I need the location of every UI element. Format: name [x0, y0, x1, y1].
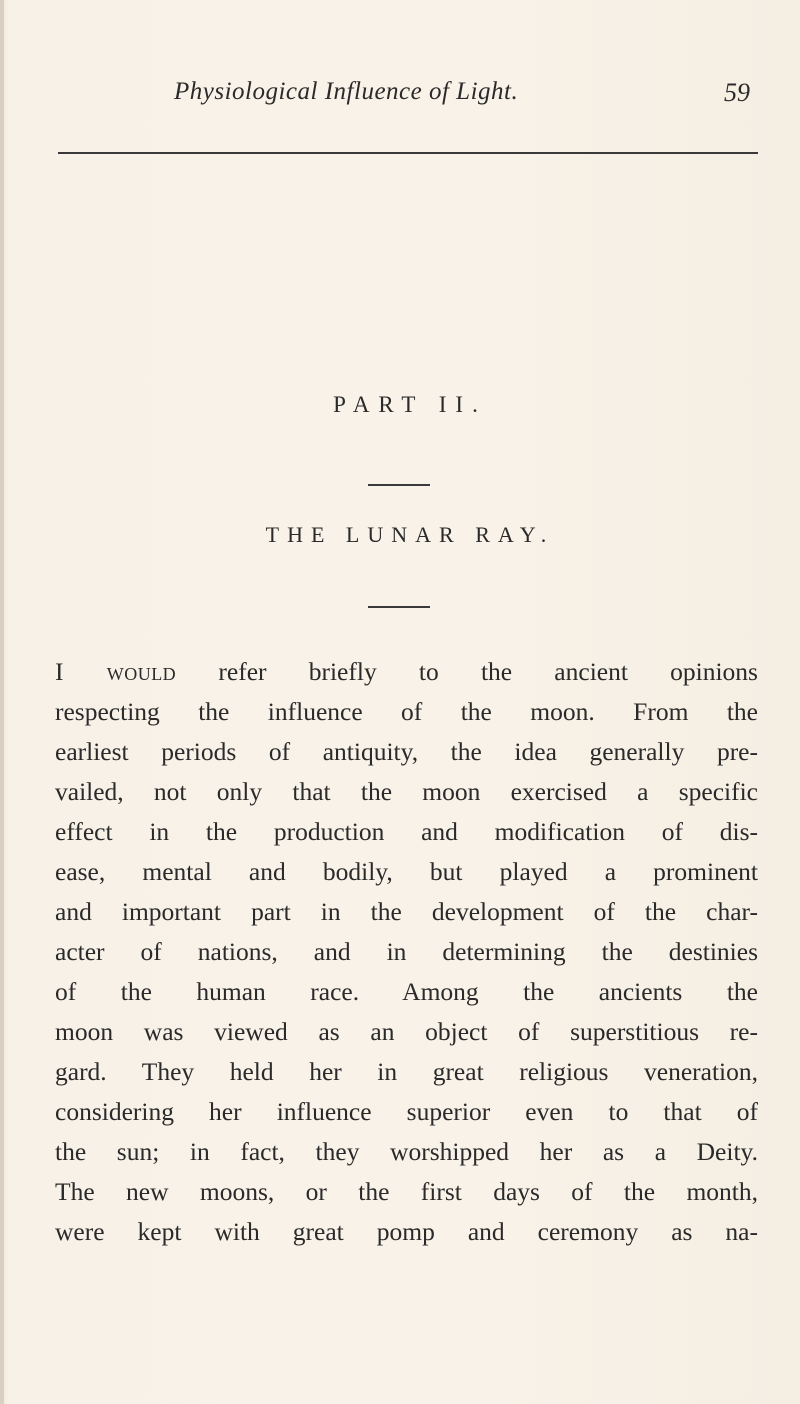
opening-words: I would	[55, 657, 177, 686]
text-line: of the human race. Among the ancients the	[55, 977, 758, 1006]
first-line-text: refer briefly to the ancient opinions	[176, 657, 758, 686]
text-line: effect in the production and modification of dis-	[55, 817, 758, 846]
text-line-1	[55, 652, 758, 692]
text-line: The new moons, or the first days of the month,	[55, 1177, 758, 1206]
text-line: were kept with great pomp and ceremony as na-	[55, 1217, 758, 1246]
text-line: earliest periods of antiquity, the idea generally pre-	[55, 737, 758, 766]
text-line: ease, mental and bodily, but played a prominent	[55, 857, 758, 886]
text-line: the sun; in fact, they worshipped her as a Deity.	[55, 1137, 758, 1166]
text-line: respecting the influence of the moon. From the	[55, 697, 758, 726]
ornamental-rule-top	[368, 484, 430, 486]
body-paragraph	[55, 652, 758, 1252]
text-line: gard. They held her in great religious veneration,	[55, 1057, 758, 1086]
header-rule	[58, 152, 758, 154]
page-edge	[0, 0, 4, 1404]
chapter-heading: THE LUNAR RAY.	[265, 522, 555, 547]
text-line: acter of nations, and in determining the destinies	[55, 937, 758, 966]
running-title: Physiological Influence of Light.	[174, 78, 519, 105]
page-number: 59	[724, 78, 750, 107]
ornamental-rule-bottom	[368, 606, 430, 608]
part-heading: PART II.	[333, 392, 487, 417]
text-line: vailed, not only that the moon exercised a specific	[55, 777, 758, 806]
text-line: and important part in the development of the char-	[55, 897, 758, 926]
text-line: moon was viewed as an object of superstitious re-	[55, 1017, 758, 1046]
text-line: considering her influence superior even to that of	[55, 1097, 758, 1126]
running-head	[174, 78, 754, 118]
